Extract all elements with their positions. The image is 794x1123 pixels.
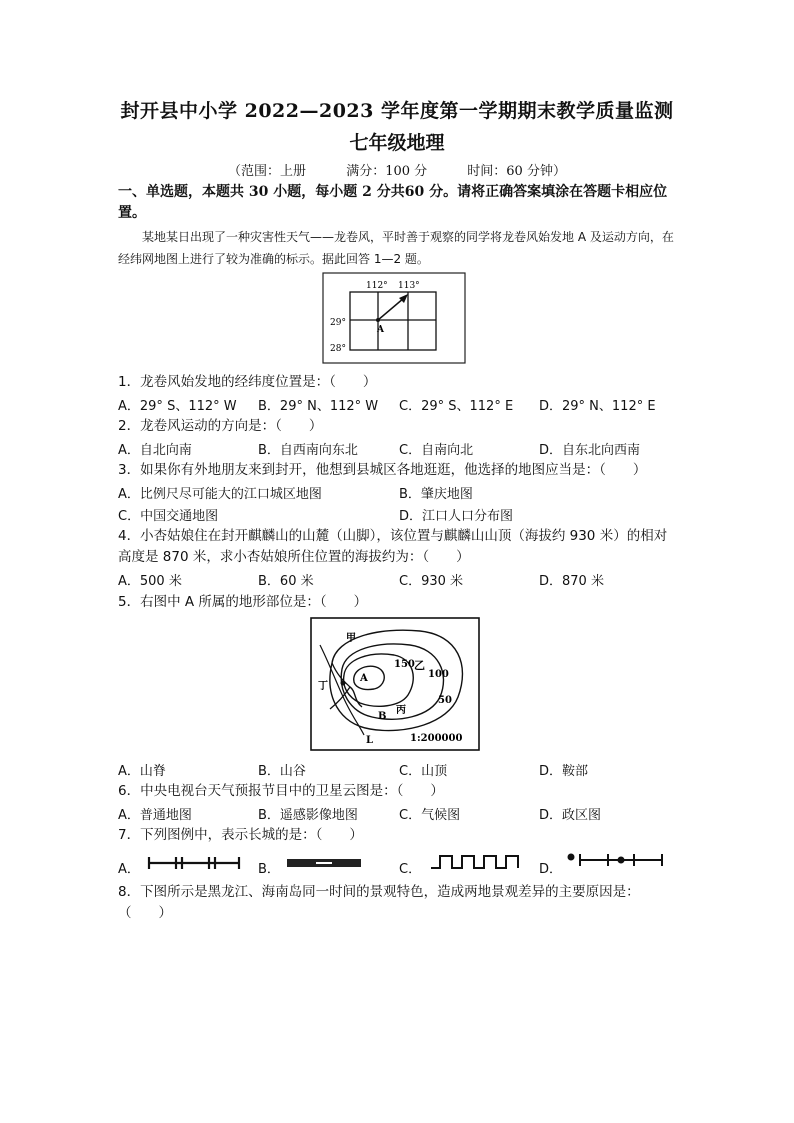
q4-option-d[interactable]: D．870 米: [539, 574, 604, 589]
exam-score: 满分：100 分: [346, 164, 428, 179]
question-5-options: [118, 760, 678, 781]
q4-option-b[interactable]: B．60 米: [258, 574, 314, 589]
legend-symbol-b: [286, 857, 362, 869]
question-4: 4．小杏姑娘住在封开麒麟山的山麓（山脚），该位置与麒麟山山顶（海拔约 930 米）的相对高度是 870 米，求小杏姑娘所住位置的海拔约为：（ ）: [118, 528, 668, 565]
q3-option-a[interactable]: A．比例尺尽可能大的江口城区地图: [118, 487, 322, 502]
legend-symbol-a: [146, 855, 242, 871]
section-heading: 一、单选题，本题共 30 小题，每小题 2 分共60 分。请将正确答案填涂在答题卡相应位置。: [118, 184, 668, 221]
q6-option-b[interactable]: B．遥感影像地图: [258, 808, 358, 823]
q2-option-a[interactable]: A．自北向南: [118, 443, 192, 458]
contour-label-a: A: [360, 673, 368, 684]
exam-subject: 七年级地理: [349, 132, 445, 154]
question-1-options: [118, 395, 678, 416]
q7-option-a[interactable]: A．: [118, 862, 140, 877]
contour-label-l: L: [366, 735, 374, 746]
question-3-options-row1: [118, 483, 678, 504]
contour-value-50: 50: [438, 695, 452, 706]
contour-label-ding: 丁: [318, 681, 328, 692]
question-3: 3．如果你有外地朋友来到封开，他想到县城区各地逛逛，他选择的地图应当是：（ ）: [118, 462, 647, 478]
map1-point-a: A: [377, 325, 384, 335]
question-1: 1．龙卷风始发地的经纬度位置是：（ ）: [118, 374, 377, 390]
q5-option-d[interactable]: D．鞍部: [539, 764, 589, 779]
map-scale: 1:200000: [410, 733, 463, 744]
q1-option-c[interactable]: C．29° S、112° E: [399, 399, 514, 414]
question-5: 5．右图中 A 所属的地形部位是：（ ）: [118, 594, 368, 610]
exam-title: 封开县中小学 2022—2023 学年度第一学期期末教学质量监测: [120, 100, 674, 122]
q2-option-b[interactable]: B．自西南向东北: [258, 443, 358, 458]
question-2-options: [118, 439, 678, 460]
q4-option-c[interactable]: C．930 米: [399, 574, 464, 589]
map1-lon2: 113°: [398, 281, 420, 291]
contour-label-yi: 乙: [414, 659, 425, 672]
q1-option-b[interactable]: B．29° N、112° W: [258, 399, 379, 414]
q5-option-b[interactable]: B．山谷: [258, 764, 306, 779]
map1-lat1: 29°: [330, 318, 346, 328]
q5-option-c[interactable]: C．山顶: [399, 764, 448, 779]
section-intro: 某地某日出现了一种灾害性天气——龙卷风，平时善于观察的同学将龙卷风始发地 A 及运动方向，在经纬网地图上进行了较为准确的标示。据此回答 1—2 题。: [118, 230, 674, 266]
exam-info: [0, 160, 794, 179]
question-8: 8．下图所示是黑龙江、海南岛同一时间的景观特色，造成两地景观差异的主要原因是：（ ）: [118, 884, 640, 921]
question-4-options: [118, 570, 678, 591]
q1-option-a[interactable]: A．29° S、112° W: [118, 399, 237, 414]
q2-option-c[interactable]: C．自南向北: [399, 443, 474, 458]
question-2: 2．龙卷风运动的方向是：（ ）: [118, 418, 323, 434]
contour-value-150: 150: [394, 659, 415, 670]
contour-map: [310, 617, 480, 751]
exam-scope: （范围：上册: [228, 164, 307, 179]
map1-lat2: 28°: [330, 344, 346, 354]
contour-value-100: 100: [428, 669, 449, 680]
map1-lon1: 112°: [366, 281, 388, 291]
q6-option-a[interactable]: A．普通地图: [118, 808, 192, 823]
contour-label-jia: 甲: [346, 633, 356, 644]
contour-label-b: B: [378, 711, 387, 722]
q3-option-c[interactable]: C．中国交通地图: [118, 509, 219, 524]
q2-option-d[interactable]: D．自东北向西南: [539, 443, 641, 458]
question-6: 6．中央电视台天气预报节目中的卫星云图是：（ ）: [118, 783, 444, 799]
q7-option-b[interactable]: B．: [258, 862, 280, 877]
question-3-options-row2: [118, 505, 678, 526]
q5-option-a[interactable]: A．山脊: [118, 764, 166, 779]
question-6-options: [118, 804, 678, 825]
contour-label-bing: 丙: [396, 705, 406, 716]
legend-symbol-c: [430, 852, 522, 872]
q1-option-d[interactable]: D．29° N、112° E: [539, 399, 656, 414]
q7-option-d[interactable]: D．: [539, 862, 563, 877]
q3-option-b[interactable]: B．肇庆地图: [399, 487, 473, 502]
exam-time: 时间：60 分钟）: [467, 164, 566, 179]
q3-option-d[interactable]: D．江口人口分布图: [399, 509, 514, 524]
q6-option-d[interactable]: D．政区图: [539, 808, 602, 823]
q6-option-c[interactable]: C．气候图: [399, 808, 461, 823]
question-7: 7．下列图例中，表示长城的是：（ ）: [118, 827, 363, 843]
lat-lon-grid-map: [322, 272, 466, 364]
legend-symbol-d: [566, 851, 666, 869]
q4-option-a[interactable]: A．500 米: [118, 574, 182, 589]
q7-option-c[interactable]: C．: [399, 862, 422, 877]
